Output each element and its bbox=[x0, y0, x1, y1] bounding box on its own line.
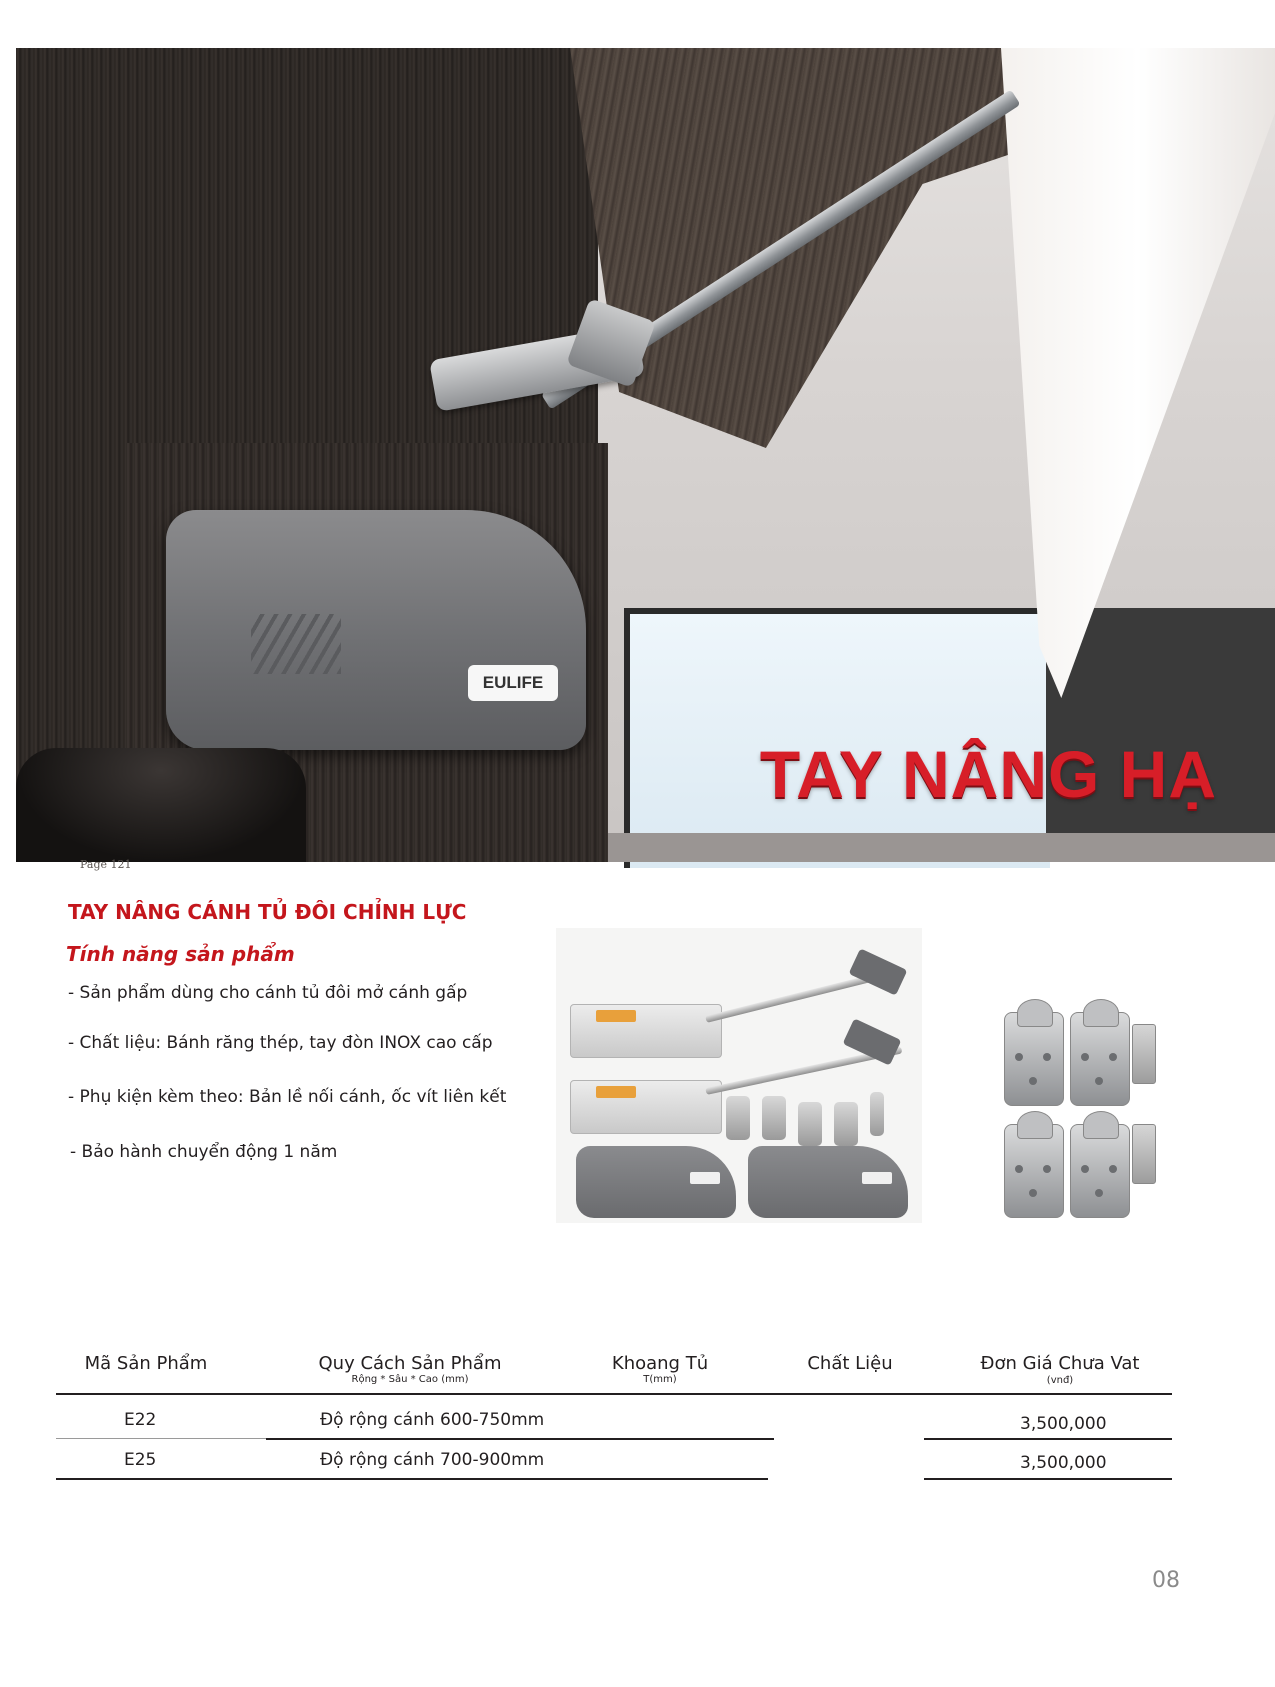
kit-hinge bbox=[726, 1096, 750, 1140]
kit-mechanism-unit bbox=[570, 1004, 722, 1058]
kit-cover-logo bbox=[690, 1172, 720, 1184]
hero-floor bbox=[598, 833, 1275, 862]
kit-cover-logo bbox=[862, 1172, 892, 1184]
hero-window-frame bbox=[1046, 608, 1275, 862]
cell-code: E25 bbox=[124, 1450, 157, 1470]
brand-logo: EULIFE bbox=[468, 665, 558, 701]
cell-price: 3,500,000 bbox=[1020, 1453, 1107, 1473]
hinge-set-photo bbox=[966, 928, 1256, 1223]
header-material: Chất Liệu bbox=[807, 1353, 893, 1374]
hero-lift-mechanism bbox=[166, 510, 586, 750]
hero-photo bbox=[16, 48, 1275, 871]
feature-item: - Phụ kiện kèm theo: Bản lề nối cánh, ốc vít liên kết bbox=[68, 1087, 507, 1107]
feature-item: - Sản phẩm dùng cho cánh tủ đôi mở cánh gấp bbox=[68, 983, 468, 1003]
table-bottom-rule bbox=[56, 1478, 768, 1480]
header-spec-sub: Rộng * Sâu * Cao (mm) bbox=[351, 1374, 469, 1385]
page-number: 08 bbox=[1152, 1568, 1180, 1593]
hinge-piece bbox=[1004, 1124, 1064, 1218]
row-rule bbox=[266, 1438, 774, 1440]
hinge-piece bbox=[1070, 1012, 1130, 1106]
header-price-sub: (vnđ) bbox=[1046, 1375, 1074, 1386]
kit-plate bbox=[870, 1092, 884, 1136]
feature-item: - Chất liệu: Bánh răng thép, tay đòn INOX cao cấp bbox=[68, 1033, 493, 1053]
kit-hinge bbox=[762, 1096, 786, 1140]
kit-hinge bbox=[798, 1102, 822, 1146]
header-code: Mã Sản Phẩm bbox=[84, 1353, 208, 1374]
kit-unit-label bbox=[596, 1010, 636, 1022]
feature-item: - Bảo hành chuyển động 1 năm bbox=[70, 1142, 338, 1162]
kit-hinge bbox=[834, 1102, 858, 1146]
hinge-piece bbox=[1004, 1012, 1064, 1106]
features-heading: Tính năng sản phẩm bbox=[66, 942, 295, 966]
header-spec: Quy Cách Sản Phẩm bbox=[318, 1353, 502, 1374]
kit-unit-label bbox=[596, 1086, 636, 1098]
cell-price: 3,500,000 bbox=[1020, 1414, 1107, 1434]
header-price: Đơn Giá Chưa Vat bbox=[980, 1353, 1140, 1374]
hero-title: TAY NÂNG HẠ bbox=[759, 737, 1217, 811]
hero-page-mark: Page 121 bbox=[80, 858, 132, 871]
table-bottom-rule bbox=[924, 1478, 1172, 1480]
hinge-mounting-plate bbox=[1132, 1024, 1156, 1084]
header-cabinet-sub: T(mm) bbox=[643, 1374, 677, 1385]
hero-jar bbox=[16, 748, 306, 862]
hinge-mounting-plate bbox=[1132, 1124, 1156, 1184]
row-rule bbox=[924, 1438, 1172, 1440]
product-kit-photo bbox=[556, 928, 922, 1223]
header-cabinet: Khoang Tủ bbox=[611, 1353, 709, 1374]
cell-code: E22 bbox=[124, 1410, 157, 1430]
product-title: TAY NÂNG CÁNH TỦ ĐÔI CHỈNH LỰC bbox=[68, 900, 467, 924]
hero-mechanism-vents bbox=[251, 614, 341, 674]
hinge-piece bbox=[1070, 1124, 1130, 1218]
kit-mechanism-unit bbox=[570, 1080, 722, 1134]
cell-spec: Độ rộng cánh 700-900mm bbox=[320, 1450, 545, 1470]
header-rule bbox=[56, 1393, 1172, 1395]
kit-bracket bbox=[849, 948, 908, 995]
cell-spec: Độ rộng cánh 600-750mm bbox=[320, 1410, 545, 1430]
